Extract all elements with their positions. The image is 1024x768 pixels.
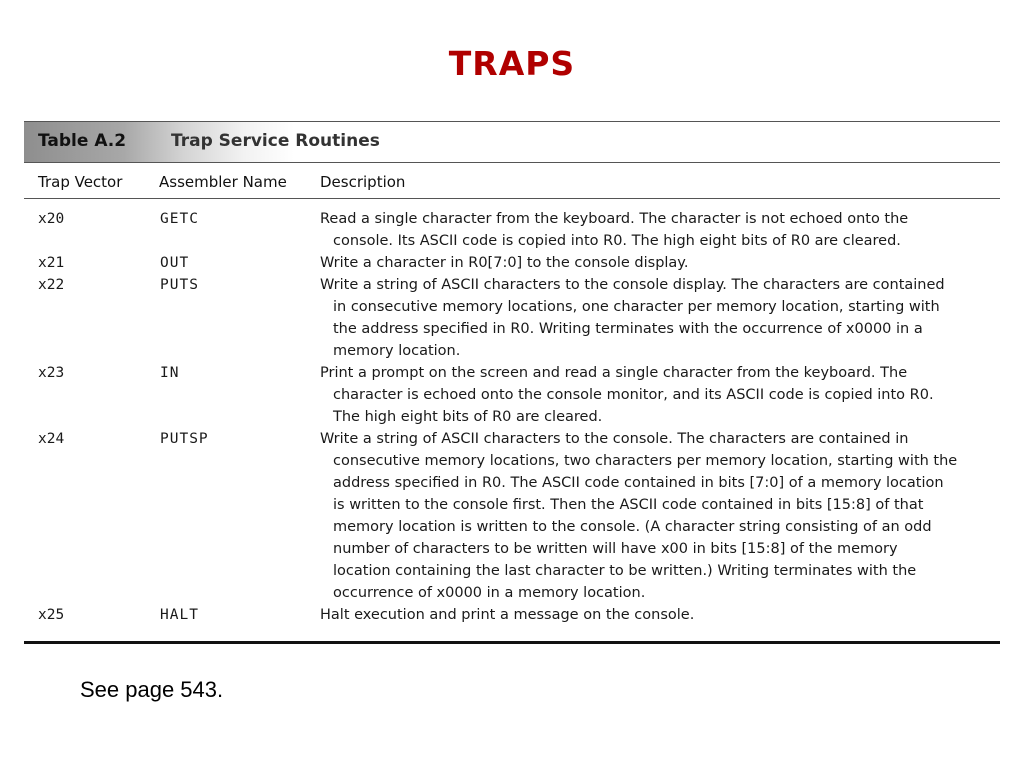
trap-vector-cell: x24: [38, 431, 65, 447]
table-bottom-rule: [24, 641, 1000, 644]
description-line: location containing the last character to be written.) Writing terminates with the: [333, 563, 917, 579]
description-line: character is echoed onto the console monitor, and its ASCII code is copied into R0.: [333, 387, 934, 403]
description-cell: [320, 428, 1000, 604]
description-line: Halt execution and print a message on the console.: [320, 607, 695, 623]
footnote: See page 543.: [80, 677, 224, 702]
assembler-name-cell: GETC: [160, 211, 199, 227]
assembler-name-cell: HALT: [160, 607, 199, 623]
table-caption: [24, 122, 1000, 162]
header-trap-vector: Trap Vector: [38, 173, 123, 191]
description-line: console. Its ASCII code is copied into R0. The high eight bits of R0 are cleared.: [333, 233, 901, 249]
description-cell: [320, 604, 1000, 626]
description-line: The high eight bits of R0 are cleared.: [333, 409, 603, 425]
description-line: number of characters to be written will have x00 in bits [15:8] of the memory: [333, 541, 898, 557]
description-line: is written to the console first. Then the ASCII code contained in bits [15:8] of that: [333, 497, 924, 513]
assembler-name-cell: OUT: [160, 255, 190, 271]
trap-table: [24, 121, 1000, 639]
trap-vector-cell: x25: [38, 607, 65, 623]
assembler-name-cell: PUTS: [160, 277, 199, 293]
slide-title: TRAPS: [448, 44, 576, 83]
description-line: in consecutive memory locations, one character per memory location, starting with: [333, 299, 940, 315]
description-line: memory location.: [333, 343, 461, 359]
description-line: Read a single character from the keyboard. The character is not echoed onto the: [320, 211, 909, 227]
assembler-name-cell: IN: [160, 365, 180, 381]
table-name: Trap Service Routines: [171, 131, 380, 151]
description-line: Write a string of ASCII characters to the console. The characters are contained in: [320, 431, 909, 447]
header-description: Description: [320, 173, 406, 191]
description-line: Write a string of ASCII characters to the console display. The characters are contained: [320, 277, 945, 293]
description-line: memory location is written to the console. (A character string consisting of an odd: [333, 519, 932, 535]
trap-vector-cell: x20: [38, 211, 65, 227]
trap-vector-cell: x23: [38, 365, 65, 381]
trap-vector-cell: x21: [38, 255, 65, 271]
description-line: occurrence of x0000 in a memory location.: [333, 585, 646, 601]
description-line: address specified in R0. The ASCII code contained in bits [7:0] of a memory location: [333, 475, 944, 491]
table-header-row: [24, 163, 1000, 198]
description-cell: [320, 274, 1000, 362]
table-body: [24, 199, 1000, 639]
description-cell: [320, 208, 1000, 252]
description-line: Print a prompt on the screen and read a single character from the keyboard. The: [320, 365, 908, 381]
description-cell: [320, 362, 1000, 428]
table-number: Table A.2: [38, 131, 127, 151]
description-cell: [320, 252, 1000, 274]
assembler-name-cell: PUTSP: [160, 431, 209, 447]
description-line: Write a character in R0[7:0] to the console display.: [320, 255, 689, 271]
trap-vector-cell: x22: [38, 277, 65, 293]
header-assembler-name: Assembler Name: [159, 173, 287, 191]
description-line: the address specified in R0. Writing terminates with the occurrence of x0000 in a: [333, 321, 923, 337]
description-line: consecutive memory locations, two characters per memory location, starting with the: [333, 453, 958, 469]
